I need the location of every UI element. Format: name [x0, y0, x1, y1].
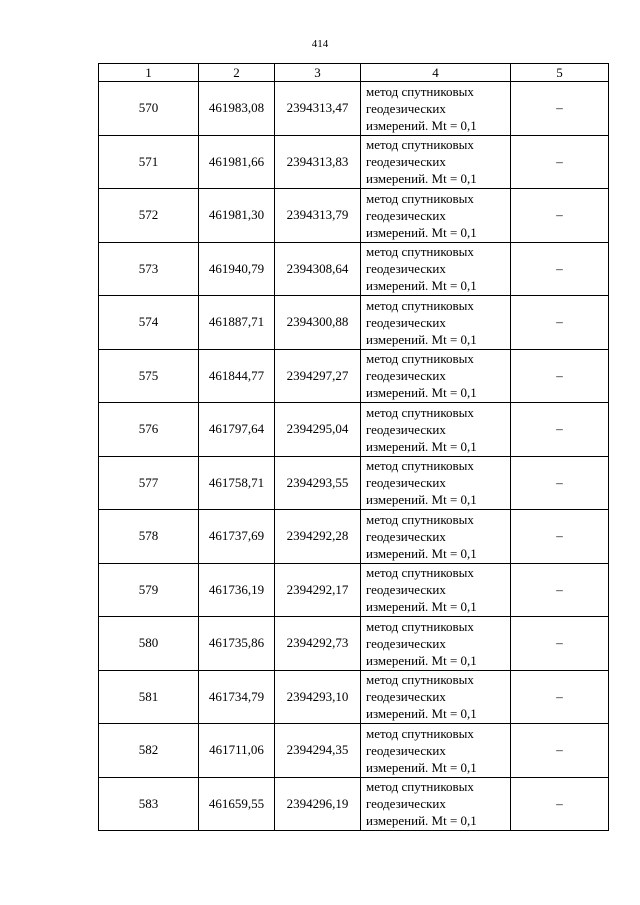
point-number-cell: 583 [99, 777, 199, 831]
point-number-cell: 577 [99, 456, 199, 510]
note-cell: – [511, 510, 609, 564]
table-row [99, 724, 609, 778]
table-row [99, 563, 609, 617]
method-text-line: геодезических [366, 314, 446, 330]
y-coordinate-cell: 2394293,55 [275, 456, 361, 510]
method-text-line: геодезических [366, 796, 446, 812]
method-cell [361, 670, 511, 724]
method-cell [361, 456, 511, 510]
table-body [99, 82, 609, 831]
point-number-cell: 581 [99, 670, 199, 724]
method-cell [361, 189, 511, 243]
note-cell: – [511, 82, 609, 136]
method-text-line: метод спутниковых [366, 725, 474, 741]
method-cell [361, 242, 511, 296]
method-text-line: измерений. Mt = 0,1 [366, 385, 477, 401]
method-text-line: геодезических [366, 475, 446, 491]
method-cell [361, 349, 511, 403]
method-text-line: метод спутниковых [366, 404, 474, 420]
point-number-cell: 582 [99, 724, 199, 778]
method-text-line: геодезических [366, 154, 446, 170]
note-cell: – [511, 296, 609, 350]
method-cell [361, 563, 511, 617]
method-cell [361, 724, 511, 778]
method-cell [361, 617, 511, 671]
method-text-line: измерений. Mt = 0,1 [366, 224, 477, 240]
table-row [99, 189, 609, 243]
note-cell: – [511, 617, 609, 671]
x-coordinate-cell: 461659,55 [199, 777, 275, 831]
y-coordinate-cell: 2394296,19 [275, 777, 361, 831]
point-number-cell: 580 [99, 617, 199, 671]
method-text-line: метод спутниковых [366, 83, 474, 99]
column-header-5: 5 [511, 64, 609, 82]
method-text-line: измерений. Mt = 0,1 [366, 813, 477, 829]
table-header-row [99, 64, 609, 82]
table-row [99, 403, 609, 457]
method-text-line: метод спутниковых [366, 244, 474, 260]
method-text-line: геодезических [366, 368, 446, 384]
method-text-line: геодезических [366, 528, 446, 544]
method-cell [361, 510, 511, 564]
table-row [99, 777, 609, 831]
y-coordinate-cell: 2394293,10 [275, 670, 361, 724]
y-coordinate-cell: 2394297,27 [275, 349, 361, 403]
x-coordinate-cell: 461981,66 [199, 135, 275, 189]
note-cell: – [511, 724, 609, 778]
note-cell: – [511, 670, 609, 724]
x-coordinate-cell: 461983,08 [199, 82, 275, 136]
method-text-line: метод спутниковых [366, 190, 474, 206]
note-cell: – [511, 189, 609, 243]
y-coordinate-cell: 2394313,79 [275, 189, 361, 243]
method-text-line: геодезических [366, 742, 446, 758]
y-coordinate-cell: 2394295,04 [275, 403, 361, 457]
table-row [99, 242, 609, 296]
x-coordinate-cell: 461735,86 [199, 617, 275, 671]
method-text-line: геодезических [366, 261, 446, 277]
y-coordinate-cell: 2394294,35 [275, 724, 361, 778]
column-header-2: 2 [199, 64, 275, 82]
x-coordinate-cell: 461981,30 [199, 189, 275, 243]
method-cell [361, 777, 511, 831]
method-cell [361, 296, 511, 350]
method-text-line: метод спутниковых [366, 618, 474, 634]
y-coordinate-cell: 2394292,28 [275, 510, 361, 564]
method-text-line: метод спутниковых [366, 672, 474, 688]
note-cell: – [511, 563, 609, 617]
table-row [99, 617, 609, 671]
method-text-line: метод спутниковых [366, 351, 474, 367]
method-text-line: геодезических [366, 207, 446, 223]
x-coordinate-cell: 461711,06 [199, 724, 275, 778]
page-number: 414 [311, 38, 329, 50]
method-text-line: геодезических [366, 689, 446, 705]
point-number-cell: 571 [99, 135, 199, 189]
method-text-line: метод спутниковых [366, 297, 474, 313]
note-cell: – [511, 349, 609, 403]
method-text-line: геодезических [366, 582, 446, 598]
method-text-line: измерений. Mt = 0,1 [366, 331, 477, 347]
method-text-line: метод спутниковых [366, 779, 474, 795]
point-number-cell: 576 [99, 403, 199, 457]
point-number-cell: 575 [99, 349, 199, 403]
x-coordinate-cell: 461844,77 [199, 349, 275, 403]
table-row [99, 510, 609, 564]
method-text-line: метод спутниковых [366, 511, 474, 527]
x-coordinate-cell: 461736,19 [199, 563, 275, 617]
table-row [99, 82, 609, 136]
y-coordinate-cell: 2394292,17 [275, 563, 361, 617]
table-row [99, 670, 609, 724]
method-text-line: измерений. Mt = 0,1 [366, 599, 477, 615]
point-number-cell: 572 [99, 189, 199, 243]
method-text-line: измерений. Mt = 0,1 [366, 117, 477, 133]
note-cell: – [511, 135, 609, 189]
method-cell [361, 403, 511, 457]
note-cell: – [511, 403, 609, 457]
coordinates-table [98, 63, 609, 831]
point-number-cell: 578 [99, 510, 199, 564]
point-number-cell: 574 [99, 296, 199, 350]
x-coordinate-cell: 461940,79 [199, 242, 275, 296]
note-cell: – [511, 777, 609, 831]
table-row [99, 135, 609, 189]
method-text-line: измерений. Mt = 0,1 [366, 171, 477, 187]
x-coordinate-cell: 461887,71 [199, 296, 275, 350]
table-row [99, 296, 609, 350]
table-row [99, 349, 609, 403]
point-number-cell: 579 [99, 563, 199, 617]
method-text-line: измерений. Mt = 0,1 [366, 492, 477, 508]
method-text-line: измерений. Mt = 0,1 [366, 278, 477, 294]
method-text-line: измерений. Mt = 0,1 [366, 438, 477, 454]
point-number-cell: 573 [99, 242, 199, 296]
method-text-line: метод спутниковых [366, 137, 474, 153]
method-text-line: измерений. Mt = 0,1 [366, 759, 477, 775]
method-text-line: геодезических [366, 421, 446, 437]
column-header-4: 4 [361, 64, 511, 82]
note-cell: – [511, 242, 609, 296]
method-text-line: измерений. Mt = 0,1 [366, 652, 477, 668]
y-coordinate-cell: 2394308,64 [275, 242, 361, 296]
method-text-line: геодезических [366, 635, 446, 651]
x-coordinate-cell: 461737,69 [199, 510, 275, 564]
y-coordinate-cell: 2394300,88 [275, 296, 361, 350]
y-coordinate-cell: 2394313,47 [275, 82, 361, 136]
method-text-line: геодезических [366, 100, 446, 116]
column-header-1: 1 [99, 64, 199, 82]
method-text-line: метод спутниковых [366, 565, 474, 581]
note-cell: – [511, 456, 609, 510]
column-header-3: 3 [275, 64, 361, 82]
y-coordinate-cell: 2394313,83 [275, 135, 361, 189]
method-cell [361, 82, 511, 136]
x-coordinate-cell: 461797,64 [199, 403, 275, 457]
method-cell [361, 135, 511, 189]
x-coordinate-cell: 461758,71 [199, 456, 275, 510]
method-text-line: измерений. Mt = 0,1 [366, 545, 477, 561]
table-row [99, 456, 609, 510]
method-text-line: метод спутниковых [366, 458, 474, 474]
point-number-cell: 570 [99, 82, 199, 136]
x-coordinate-cell: 461734,79 [199, 670, 275, 724]
method-text-line: измерений. Mt = 0,1 [366, 706, 477, 722]
y-coordinate-cell: 2394292,73 [275, 617, 361, 671]
